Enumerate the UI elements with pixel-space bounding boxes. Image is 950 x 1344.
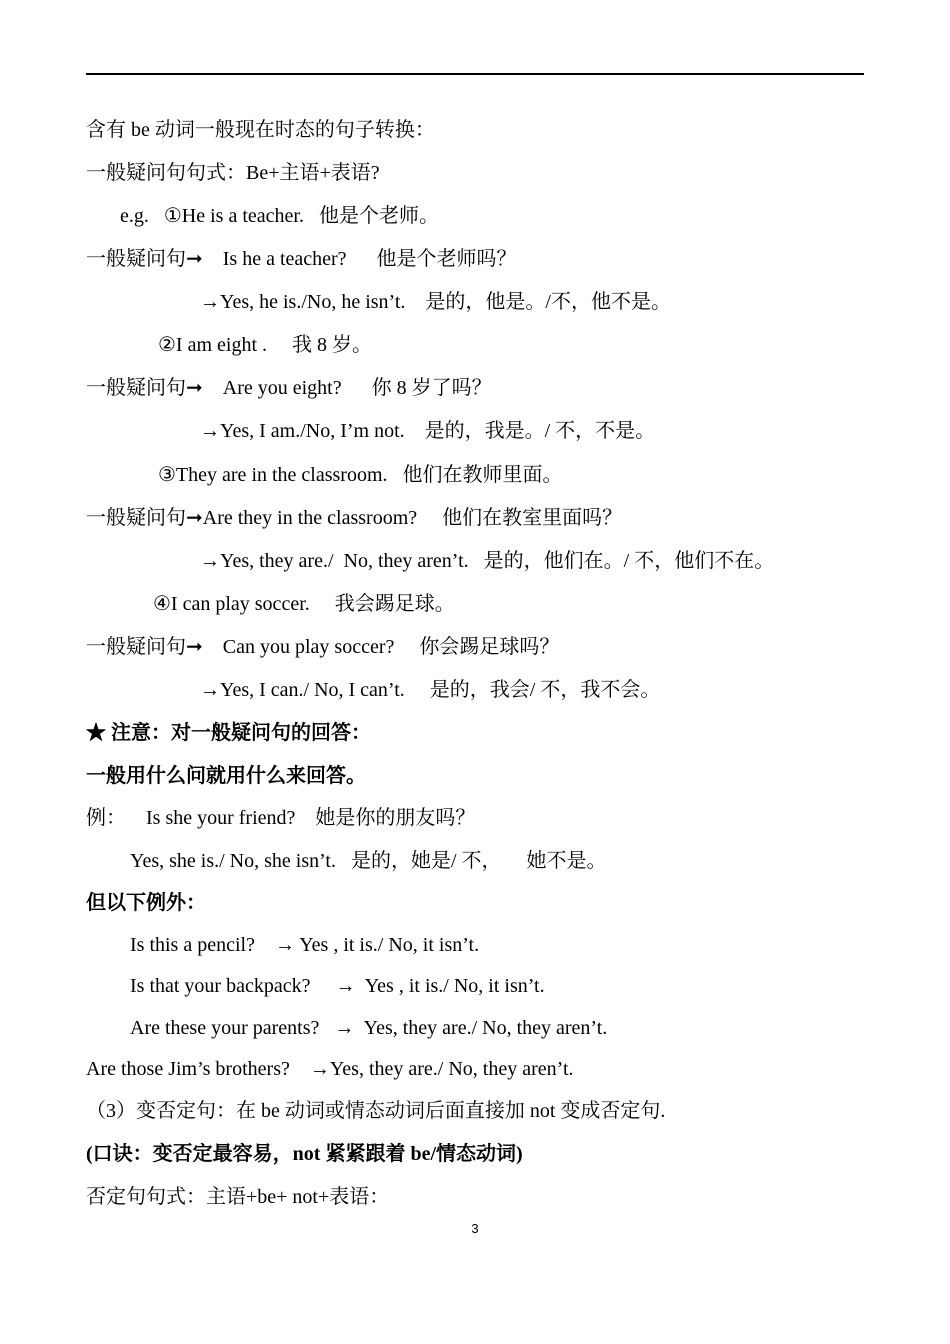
- example-2: ②I am eight . 我 8 岁。: [158, 334, 373, 356]
- answer-3: →Yes, they are./ No, they aren’t. 是的，他们在。/ 不，他们不在。: [200, 550, 775, 572]
- question-3: 一般疑问句➞Are they in the classroom? 他们在教室里面吗？: [86, 507, 623, 529]
- exception-4: Are those Jim’s brothers? →Yes, they are./ No, they aren’t.: [86, 1058, 574, 1080]
- answer-2: →Yes, I am./No, I’m not. 是的，我是。/ 不，不是。: [200, 420, 656, 442]
- exceptions-heading: 但以下例外：: [86, 892, 206, 914]
- example-4: ④I can play soccer. 我会踢足球。: [153, 593, 455, 615]
- answer-1: →Yes, he is./No, he isn’t. 是的，他是。/不，他不是。: [200, 291, 671, 313]
- note-heading: ★ 注意：对一般疑问句的回答：: [86, 722, 371, 744]
- example-3: ③They are in the classroom. 他们在教师里面。: [158, 464, 563, 486]
- note-rule: 一般用什么问就用什么来回答。: [86, 765, 366, 787]
- example-answer: Yes, she is./ No, she isn’t. 是的，她是/ 不， 她不是。: [130, 850, 607, 872]
- header-rule: [86, 73, 864, 75]
- example-1: e.g. ①He is a teacher. 他是个老师。: [120, 205, 439, 227]
- question-4: 一般疑问句➞ Can you play soccer? 你会踢足球吗？: [86, 636, 560, 658]
- question-1: 一般疑问句➞ Is he a teacher? 他是个老师吗？: [86, 248, 517, 270]
- question-2: 一般疑问句➞ Are you eight? 你 8 岁了吗？: [86, 377, 492, 399]
- example-question: 例： Is she your friend? 她是你的朋友吗？: [86, 807, 476, 829]
- exception-2: Is that your backpack? → Yes , it is./ No, it isn’t.: [130, 975, 545, 997]
- exception-1: Is this a pencil? → Yes , it is./ No, it isn’t.: [130, 934, 480, 956]
- negative-mnemonic: (口诀：变否定最容易，not 紧紧跟着 be/情态动词): [86, 1143, 523, 1165]
- negative-heading: （3）变否定句：在 be 动词或情态动词后面直接加 not 变成否定句.: [86, 1100, 666, 1122]
- exception-3: Are these your parents? → Yes, they are./ No, they aren’t.: [130, 1017, 608, 1039]
- page-number: 3: [471, 1221, 479, 1236]
- negative-pattern: 否定句句式：主语+be+ not+表语：: [86, 1186, 390, 1208]
- answer-4: →Yes, I can./ No, I can’t. 是的，我会/ 不，我不会。: [200, 679, 661, 701]
- section-heading: 含有 be 动词一般现在时态的句子转换：: [86, 119, 435, 141]
- question-pattern: 一般疑问句句式：Be+主语+表语?: [86, 162, 380, 184]
